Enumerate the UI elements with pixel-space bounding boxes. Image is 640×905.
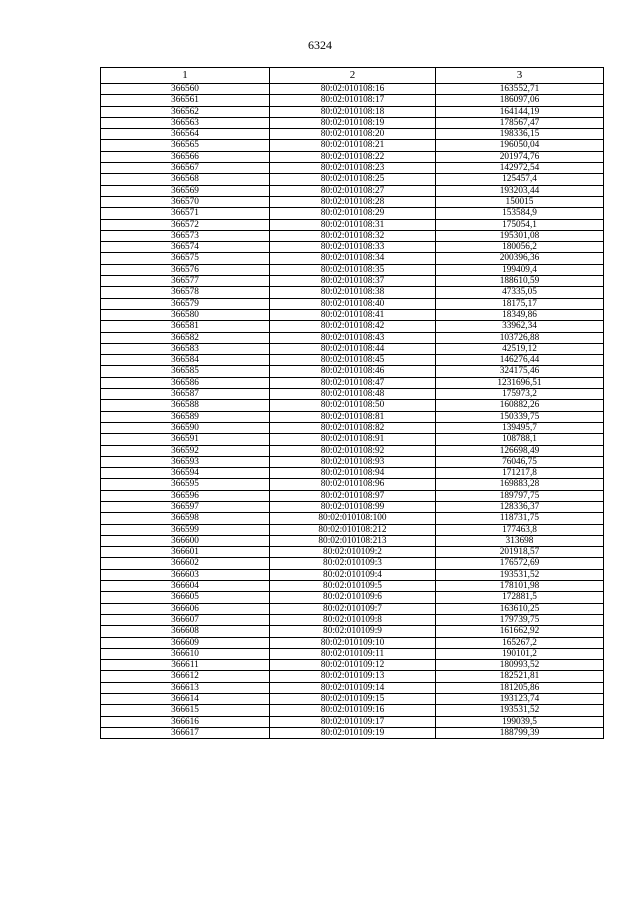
row-number-cell: 366607: [101, 614, 270, 625]
value-cell: 139495,7: [436, 422, 604, 433]
row-number-cell: 366573: [101, 230, 270, 241]
table-row: [101, 705, 604, 716]
row-number-cell: 366561: [101, 95, 270, 106]
row-number-cell: 366572: [101, 219, 270, 230]
cadastral-number-cell: 80:02:010108:32: [270, 230, 436, 241]
value-cell: 193531,52: [436, 705, 604, 716]
row-number-cell: 366606: [101, 603, 270, 614]
value-cell: 199409,4: [436, 264, 604, 275]
value-cell: 164144,19: [436, 106, 604, 117]
cadastral-number-cell: 80:02:010108:97: [270, 490, 436, 501]
row-number-cell: 366576: [101, 264, 270, 275]
row-number-cell: 366577: [101, 276, 270, 287]
row-number-cell: 366609: [101, 637, 270, 648]
row-number-cell: 366585: [101, 366, 270, 377]
value-cell: 169883,28: [436, 479, 604, 490]
value-cell: 199039,5: [436, 716, 604, 727]
table-row: [101, 264, 604, 275]
value-cell: 47335,05: [436, 287, 604, 298]
table-row: [101, 185, 604, 196]
table-row: [101, 479, 604, 490]
row-number-cell: 366586: [101, 377, 270, 388]
table-row: [101, 592, 604, 603]
row-number-cell: 366608: [101, 626, 270, 637]
value-cell: 193531,52: [436, 569, 604, 580]
table-row: [101, 614, 604, 625]
cadastral-number-cell: 80:02:010108:99: [270, 501, 436, 512]
value-cell: 128336,37: [436, 501, 604, 512]
cadastral-number-cell: 80:02:010108:213: [270, 535, 436, 546]
table-row: [101, 694, 604, 705]
row-number-cell: 366615: [101, 705, 270, 716]
row-number-cell: 366604: [101, 581, 270, 592]
cadastral-number-cell: 80:02:010108:35: [270, 264, 436, 275]
value-cell: 42519,12: [436, 343, 604, 354]
table-row: [101, 151, 604, 162]
table-row: [101, 276, 604, 287]
cadastral-number-cell: 80:02:010108:22: [270, 151, 436, 162]
value-cell: 165267,2: [436, 637, 604, 648]
row-number-cell: 366566: [101, 151, 270, 162]
table-row: [101, 535, 604, 546]
row-number-cell: 366595: [101, 479, 270, 490]
table-row: [101, 95, 604, 106]
row-number-cell: 366596: [101, 490, 270, 501]
row-number-cell: 366575: [101, 253, 270, 264]
cadastral-number-cell: 80:02:010108:93: [270, 456, 436, 467]
cadastral-number-cell: 80:02:010109:4: [270, 569, 436, 580]
row-number-cell: 366605: [101, 592, 270, 603]
cadastral-number-cell: 80:02:010108:23: [270, 163, 436, 174]
row-number-cell: 366562: [101, 106, 270, 117]
value-cell: 150339,75: [436, 411, 604, 422]
cadastral-number-cell: 80:02:010108:44: [270, 343, 436, 354]
cadastral-number-cell: 80:02:010108:96: [270, 479, 436, 490]
value-cell: 193203,44: [436, 185, 604, 196]
cadastral-number-cell: 80:02:010109:9: [270, 626, 436, 637]
value-cell: 195301,08: [436, 230, 604, 241]
cadastral-number-cell: 80:02:010109:17: [270, 716, 436, 727]
row-number-cell: 366617: [101, 727, 270, 738]
row-number-cell: 366594: [101, 468, 270, 479]
table-row: [101, 343, 604, 354]
cadastral-number-cell: 80:02:010108:100: [270, 513, 436, 524]
table-row: [101, 287, 604, 298]
cadastral-number-cell: 80:02:010108:25: [270, 174, 436, 185]
value-cell: 180056,2: [436, 242, 604, 253]
table-row: [101, 230, 604, 241]
cadastral-number-cell: 80:02:010109:3: [270, 558, 436, 569]
cadastral-number-cell: 80:02:010108:48: [270, 389, 436, 400]
row-number-cell: 366603: [101, 569, 270, 580]
table-row: [101, 490, 604, 501]
cadastral-number-cell: 80:02:010108:81: [270, 411, 436, 422]
row-number-cell: 366574: [101, 242, 270, 253]
value-cell: 313698: [436, 535, 604, 546]
row-number-cell: 366616: [101, 716, 270, 727]
table-row: [101, 389, 604, 400]
cadastral-number-cell: 80:02:010108:20: [270, 129, 436, 140]
table-row: [101, 208, 604, 219]
value-cell: 103726,88: [436, 332, 604, 343]
value-cell: 324175,46: [436, 366, 604, 377]
value-cell: 175973,2: [436, 389, 604, 400]
table-row: [101, 513, 604, 524]
value-cell: 160882,26: [436, 400, 604, 411]
value-cell: 150015: [436, 196, 604, 207]
cadastral-number-cell: 80:02:010108:29: [270, 208, 436, 219]
table-row: [101, 569, 604, 580]
value-cell: 76046,75: [436, 456, 604, 467]
row-number-cell: 366597: [101, 501, 270, 512]
table-row: [101, 558, 604, 569]
cadastral-number-cell: 80:02:010108:46: [270, 366, 436, 377]
value-cell: 175054,1: [436, 219, 604, 230]
value-cell: 153584,9: [436, 208, 604, 219]
cadastral-number-cell: 80:02:010108:28: [270, 196, 436, 207]
row-number-cell: 366563: [101, 117, 270, 128]
row-number-cell: 366598: [101, 513, 270, 524]
row-number-cell: 366590: [101, 422, 270, 433]
table-row: [101, 377, 604, 388]
cadastral-number-cell: 80:02:010109:11: [270, 648, 436, 659]
row-number-cell: 366589: [101, 411, 270, 422]
table-row: [101, 196, 604, 207]
value-cell: 180993,52: [436, 660, 604, 671]
row-number-cell: 366592: [101, 445, 270, 456]
cadastral-number-cell: 80:02:010108:16: [270, 84, 436, 95]
row-number-cell: 366578: [101, 287, 270, 298]
row-number-cell: 366610: [101, 648, 270, 659]
data-table: [100, 67, 604, 739]
cadastral-number-cell: 80:02:010109:13: [270, 671, 436, 682]
cadastral-number-cell: 80:02:010108:18: [270, 106, 436, 117]
table-row: [101, 366, 604, 377]
table-row: [101, 321, 604, 332]
table-row: [101, 129, 604, 140]
row-number-cell: 366588: [101, 400, 270, 411]
value-cell: 163610,25: [436, 603, 604, 614]
table-row: [101, 727, 604, 738]
table-row: [101, 117, 604, 128]
table-row: [101, 298, 604, 309]
cadastral-number-cell: 80:02:010109:10: [270, 637, 436, 648]
table-row: [101, 84, 604, 95]
cadastral-number-cell: 80:02:010108:50: [270, 400, 436, 411]
cadastral-number-cell: 80:02:010109:19: [270, 727, 436, 738]
table-row: [101, 400, 604, 411]
cadastral-number-cell: 80:02:010108:38: [270, 287, 436, 298]
table-row: [101, 671, 604, 682]
cadastral-number-cell: 80:02:010109:15: [270, 694, 436, 705]
value-cell: 188799,39: [436, 727, 604, 738]
value-cell: 18349,86: [436, 309, 604, 320]
table-row: [101, 445, 604, 456]
table-row: [101, 434, 604, 445]
table-header: [101, 68, 604, 84]
value-cell: 201974,76: [436, 151, 604, 162]
value-cell: 189797,75: [436, 490, 604, 501]
value-cell: 126698,49: [436, 445, 604, 456]
table-row: [101, 468, 604, 479]
row-number-cell: 366584: [101, 355, 270, 366]
value-cell: 163552,71: [436, 84, 604, 95]
cadastral-number-cell: 80:02:010108:82: [270, 422, 436, 433]
table-row: [101, 332, 604, 343]
row-number-cell: 366565: [101, 140, 270, 151]
cadastral-number-cell: 80:02:010108:42: [270, 321, 436, 332]
table-row: [101, 626, 604, 637]
cadastral-number-cell: 80:02:010108:21: [270, 140, 436, 151]
row-number-cell: 366612: [101, 671, 270, 682]
value-cell: 146276,44: [436, 355, 604, 366]
row-number-cell: 366599: [101, 524, 270, 535]
value-cell: 33962,34: [436, 321, 604, 332]
table-row: [101, 253, 604, 264]
cadastral-number-cell: 80:02:010109:5: [270, 581, 436, 592]
table-row: [101, 106, 604, 117]
cadastral-number-cell: 80:02:010108:212: [270, 524, 436, 535]
table-row: [101, 682, 604, 693]
row-number-cell: 366579: [101, 298, 270, 309]
value-cell: 181205,86: [436, 682, 604, 693]
row-number-cell: 366614: [101, 694, 270, 705]
value-cell: 186097,06: [436, 95, 604, 106]
cadastral-number-cell: 80:02:010108:17: [270, 95, 436, 106]
cadastral-number-cell: 80:02:010109:2: [270, 547, 436, 558]
value-cell: 142972,54: [436, 163, 604, 174]
column-header-2: 2: [270, 68, 436, 84]
value-cell: 161662,92: [436, 626, 604, 637]
cadastral-number-cell: 80:02:010108:41: [270, 309, 436, 320]
value-cell: 193123,74: [436, 694, 604, 705]
table-row: [101, 581, 604, 592]
row-number-cell: 366583: [101, 343, 270, 354]
cadastral-number-cell: 80:02:010108:94: [270, 468, 436, 479]
cadastral-number-cell: 80:02:010108:31: [270, 219, 436, 230]
column-header-3: 3: [436, 68, 604, 84]
row-number-cell: 366593: [101, 456, 270, 467]
value-cell: 118731,75: [436, 513, 604, 524]
row-number-cell: 366587: [101, 389, 270, 400]
value-cell: 182521,81: [436, 671, 604, 682]
row-number-cell: 366613: [101, 682, 270, 693]
page-number: 6324: [308, 38, 332, 52]
value-cell: 1231696,51: [436, 377, 604, 388]
value-cell: 188610,59: [436, 276, 604, 287]
cadastral-number-cell: 80:02:010108:92: [270, 445, 436, 456]
row-number-cell: 366601: [101, 547, 270, 558]
value-cell: 201918,57: [436, 547, 604, 558]
cadastral-number-cell: 80:02:010108:40: [270, 298, 436, 309]
header-row: [101, 68, 604, 84]
value-cell: 190101,2: [436, 648, 604, 659]
table-row: [101, 456, 604, 467]
cadastral-number-cell: 80:02:010109:8: [270, 614, 436, 625]
value-cell: 178567,47: [436, 117, 604, 128]
cadastral-number-cell: 80:02:010109:16: [270, 705, 436, 716]
table-row: [101, 637, 604, 648]
cadastral-number-cell: 80:02:010109:12: [270, 660, 436, 671]
table-row: [101, 648, 604, 659]
table-row: [101, 422, 604, 433]
value-cell: 178101,98: [436, 581, 604, 592]
value-cell: 172881,5: [436, 592, 604, 603]
row-number-cell: 366571: [101, 208, 270, 219]
table-row: [101, 309, 604, 320]
row-number-cell: 366591: [101, 434, 270, 445]
row-number-cell: 366581: [101, 321, 270, 332]
column-header-1: 1: [101, 68, 270, 84]
row-number-cell: 366580: [101, 309, 270, 320]
cadastral-number-cell: 80:02:010108:27: [270, 185, 436, 196]
table-row: [101, 603, 604, 614]
cadastral-number-cell: 80:02:010108:43: [270, 332, 436, 343]
cadastral-number-cell: 80:02:010108:91: [270, 434, 436, 445]
value-cell: 198336,15: [436, 129, 604, 140]
table-row: [101, 660, 604, 671]
cadastral-number-cell: 80:02:010108:34: [270, 253, 436, 264]
value-cell: 176572,69: [436, 558, 604, 569]
value-cell: 108788,1: [436, 434, 604, 445]
table-body: [101, 84, 604, 739]
row-number-cell: 366570: [101, 196, 270, 207]
row-number-cell: 366568: [101, 174, 270, 185]
cadastral-number-cell: 80:02:010109:7: [270, 603, 436, 614]
table-row: [101, 716, 604, 727]
value-cell: 179739,75: [436, 614, 604, 625]
table-row: [101, 140, 604, 151]
value-cell: 196050,04: [436, 140, 604, 151]
row-number-cell: 366567: [101, 163, 270, 174]
table-row: [101, 524, 604, 535]
value-cell: 177463,8: [436, 524, 604, 535]
row-number-cell: 366560: [101, 84, 270, 95]
value-cell: 125457,4: [436, 174, 604, 185]
cadastral-number-cell: 80:02:010108:47: [270, 377, 436, 388]
cadastral-number-cell: 80:02:010108:19: [270, 117, 436, 128]
value-cell: 200396,36: [436, 253, 604, 264]
row-number-cell: 366569: [101, 185, 270, 196]
table-row: [101, 411, 604, 422]
cadastral-number-cell: 80:02:010108:33: [270, 242, 436, 253]
table-row: [101, 355, 604, 366]
row-number-cell: 366564: [101, 129, 270, 140]
cadastral-number-cell: 80:02:010108:37: [270, 276, 436, 287]
cadastral-number-cell: 80:02:010109:14: [270, 682, 436, 693]
cadastral-number-cell: 80:02:010109:6: [270, 592, 436, 603]
row-number-cell: 366582: [101, 332, 270, 343]
table-row: [101, 219, 604, 230]
table-row: [101, 174, 604, 185]
row-number-cell: 366602: [101, 558, 270, 569]
row-number-cell: 366600: [101, 535, 270, 546]
row-number-cell: 366611: [101, 660, 270, 671]
table-row: [101, 242, 604, 253]
cadastral-number-cell: 80:02:010108:45: [270, 355, 436, 366]
value-cell: 171217,8: [436, 468, 604, 479]
table-row: [101, 547, 604, 558]
value-cell: 18175,17: [436, 298, 604, 309]
table-row: [101, 501, 604, 512]
table-row: [101, 163, 604, 174]
